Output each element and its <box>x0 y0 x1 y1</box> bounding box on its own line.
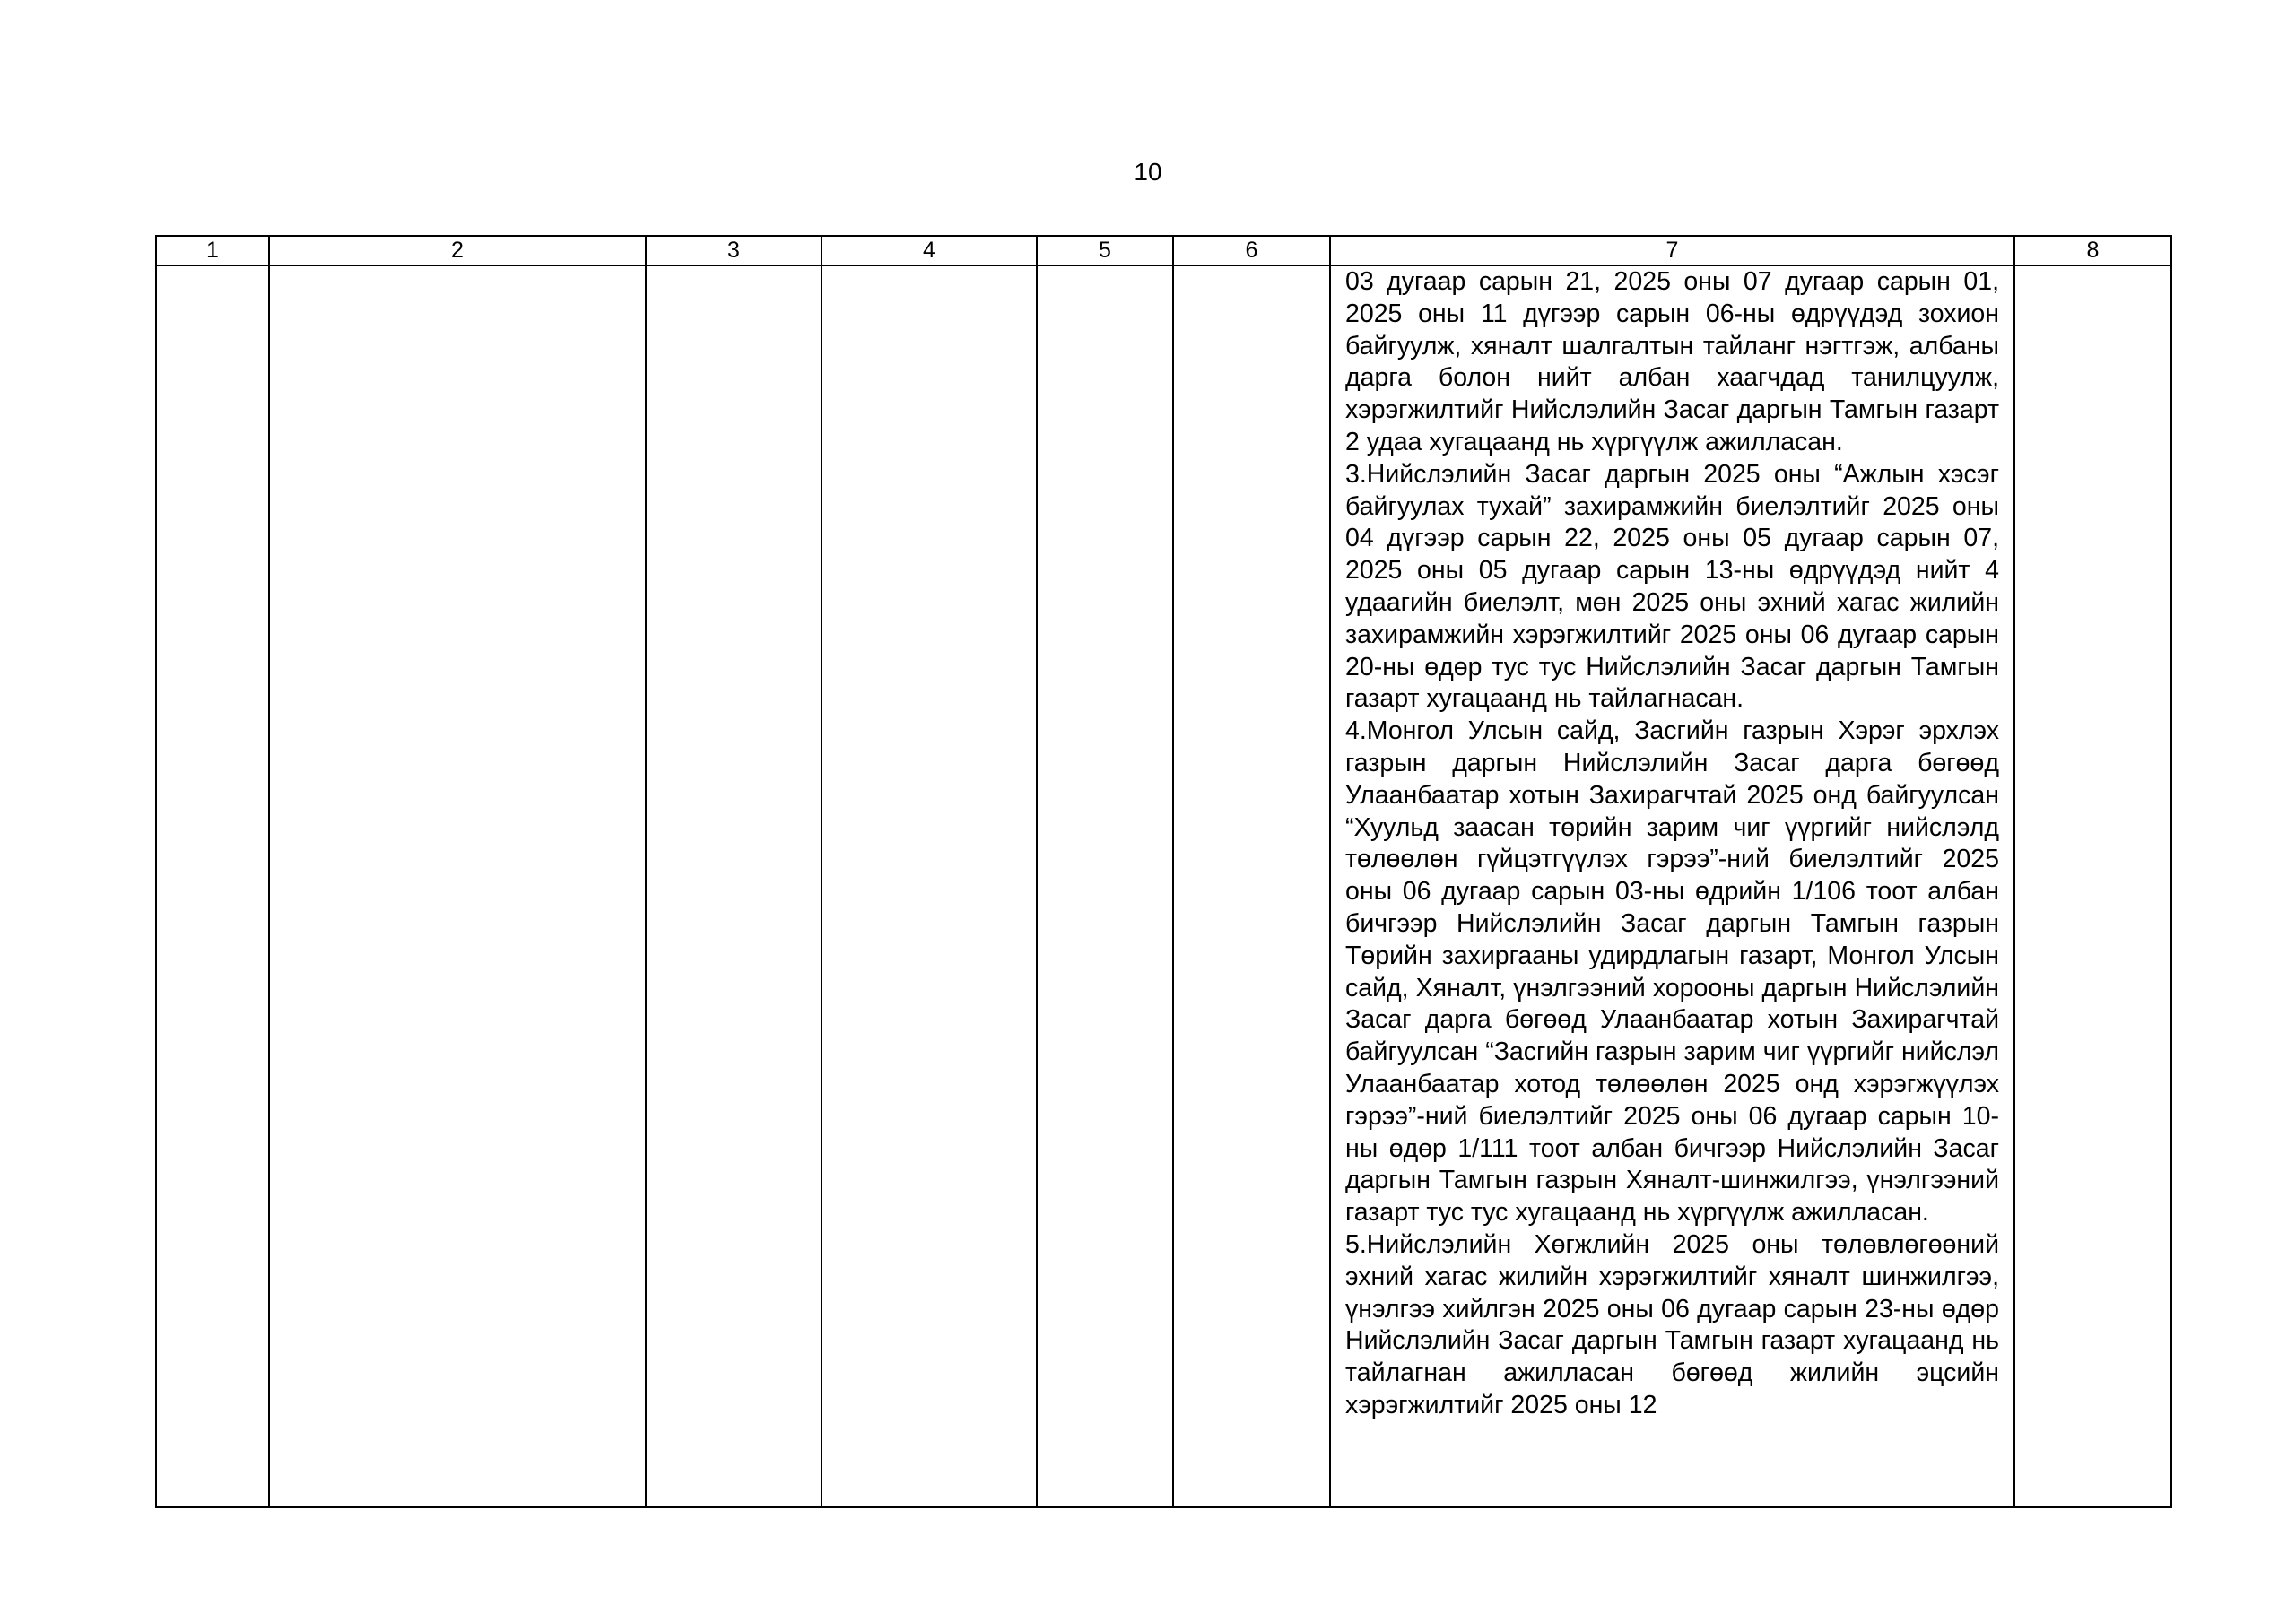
column-header-3: 3 <box>646 236 822 265</box>
report-paragraph: 4.Монгол Улсын сайд, Засгийн газрын Хэрэг эрхлэх газрын даргын Нийслэлийн Засаг дарга бөгөөд Улаанбаатар хотын Захирагчтай 2025 онд байгуулсан “Хуульд заасан төрийн зарим чиг үүргийг нийслэлд төлөөлөн гүйцэтгүүлэх гэрээ”-ний биелэлтийг 2025 оны 06 дугаар сарын 03-ны өдрийн 1/106 тоот албан бичгээр Нийслэлийн Засаг даргын Тамгын газрын Төрийн захиргааны удирдлагын газарт, Монгол Улсын сайд, Хяналт, үнэлгээний хорооны даргын Нийслэлийн Засаг дарга бөгөөд Улаанбаатар хотын Захирагчтай байгуулсан “Засгийн газрын зарим чиг үүргийг нийслэл Улаанбаатар хотод төлөөлөн 2025 онд хэрэгжүүлэх гэрээ”-ний биелэлтийг 2025 оны 06 дугаар сарын 10-ны өдөр 1/111 тоот албан бичгээр Нийслэлийн Засаг даргын Тамгын газрын Хяналт-шинжилгээ, үнэлгээний газарт тус тус хугацаанд нь хүргүүлж ажилласан. <box>1345 716 1999 1228</box>
report-table <box>155 235 2172 1508</box>
cell-col-6 <box>1173 265 1330 1507</box>
report-paragraph: 5.Нийслэлийн Хөгжлийн 2025 оны төлөвлөгөөний эхний хагас жилийн хэрэгжилтийг хяналт шинжилгээ, үнэлгээ хийлгэн 2025 оны 06 дугаар сарын 23-ны өдөр Нийслэлийн Засаг даргын Тамгын газарт хугацаанд нь тайлагнан ажилласан бөгөөд жилийн эцсийн хэрэгжилтийг 2025 оны 12 <box>1345 1229 1999 1419</box>
table-header-row <box>156 236 2171 265</box>
report-paragraph: 3.Нийслэлийн Засаг даргын 2025 оны “Ажлын хэсэг байгуулах тухай” захирамжийн биелэлтийг 2025 оны 04 дүгээр сарын 22, 2025 оны 05 дугаар сарын 07, 2025 оны 05 дугаар сарын 13-ны өдрүүдэд нийт 4 удаагийн биелэлт, мөн 2025 оны эхний хагас жилийн захирамжийн хэрэгжилтийг 2025 оны 06 дугаар сарын 20-ны өдөр тус тус Нийслэлийн Засаг даргын Тамгын газарт хугацаанд нь тайлагнасан. <box>1345 459 1999 714</box>
table-row <box>156 265 2171 1507</box>
report-text <box>1331 266 2013 1422</box>
column-header-6: 6 <box>1173 236 1330 265</box>
column-header-7: 7 <box>1330 236 2014 265</box>
cell-col-2 <box>269 265 646 1507</box>
column-header-4: 4 <box>822 236 1037 265</box>
page-number: 10 <box>1134 158 1162 186</box>
column-header-5: 5 <box>1037 236 1173 265</box>
column-header-1: 1 <box>156 236 269 265</box>
cell-col-8 <box>2014 265 2171 1507</box>
report-paragraph: 03 дугаар сарын 21, 2025 оны 07 дугаар сарын 01, 2025 оны 11 дүгээр сарын 06-ны өдрүүдэд зохион байгуулж, хяналт шалгалтын тайланг нэгтгэж, албаны дарга болон нийт албан хаагчдад танилцуулж, хэрэгжилтийг Нийслэлийн Засаг даргын Тамгын газарт 2 удаа хугацаанд нь хүргүүлж ажилласан. <box>1345 267 1999 456</box>
cell-col-1 <box>156 265 269 1507</box>
column-header-2: 2 <box>269 236 646 265</box>
cell-col-5 <box>1037 265 1173 1507</box>
cell-col-4 <box>822 265 1037 1507</box>
column-header-8: 8 <box>2014 236 2171 265</box>
cell-col-3 <box>646 265 822 1507</box>
cell-col-7 <box>1330 265 2014 1507</box>
